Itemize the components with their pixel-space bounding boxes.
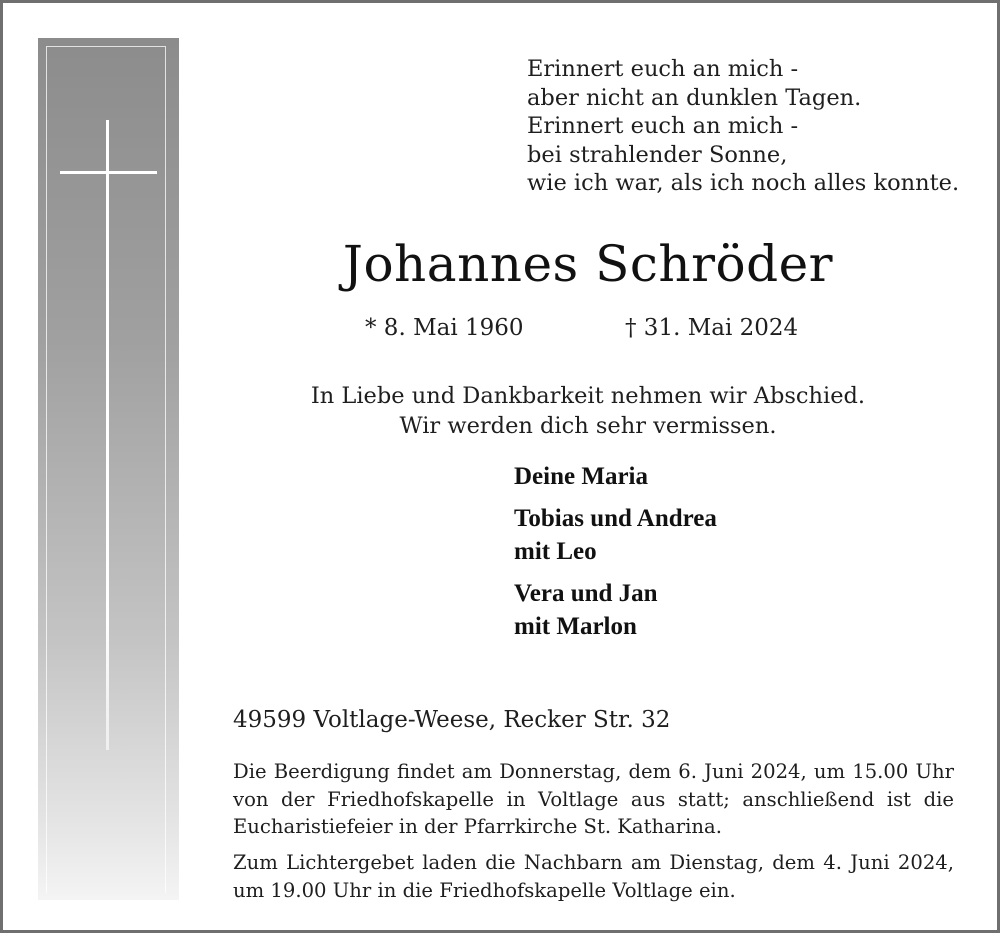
family-member: mit Leo xyxy=(514,538,597,565)
farewell-line: Wir werden dich sehr vermissen. xyxy=(399,413,777,439)
family-member: Vera und Jan xyxy=(514,580,658,607)
poem-line: Erinnert euch an mich - xyxy=(527,56,799,82)
poem xyxy=(527,55,959,198)
farewell-text xyxy=(263,381,913,441)
birth-date: * 8. Mai 1960 xyxy=(365,315,524,341)
poem-line: aber nicht an dunklen Tagen. xyxy=(527,84,862,111)
family-group xyxy=(514,577,717,643)
poem-line: bei strahlender Sonne, xyxy=(527,141,788,168)
death-date: † 31. Mai 2024 xyxy=(625,315,799,341)
deceased-name: Johannes Schröder xyxy=(342,235,834,293)
poem-line: Erinnert euch an mich - xyxy=(527,113,799,139)
family-group xyxy=(514,502,717,568)
family-member: Deine Maria xyxy=(514,463,648,490)
family-member: mit Marlon xyxy=(514,613,637,640)
funeral-notice: Die Beerdigung findet am Donnerstag, dem 6. Juni 2024, um 15.00 Uhr von der Friedhofskapelle in Voltlage aus statt; anschließend ist die Eucharistiefeier in der Pfarrkirche St. Katharina. xyxy=(233,760,954,838)
prayer-notice: Zum Lichtergebet laden die Nachbarn am Dienstag, dem 4. Juni 2024, um 19.00 Uhr in die Friedhofskapelle Voltlage ein. xyxy=(233,851,954,902)
cross-icon-vertical-bar xyxy=(106,120,109,750)
decorative-side-band xyxy=(38,38,179,900)
address: 49599 Voltlage-Weese, Recker Str. 32 xyxy=(233,707,671,733)
farewell-line: In Liebe und Dankbarkeit nehmen wir Abschied. xyxy=(310,383,866,409)
cross-icon-horizontal-bar xyxy=(60,171,157,174)
family-group xyxy=(514,460,717,493)
family-member: Tobias und Andrea xyxy=(514,505,717,532)
family-signatures xyxy=(514,460,717,652)
poem-line: wie ich war, als ich noch alles konnte. xyxy=(527,170,960,196)
